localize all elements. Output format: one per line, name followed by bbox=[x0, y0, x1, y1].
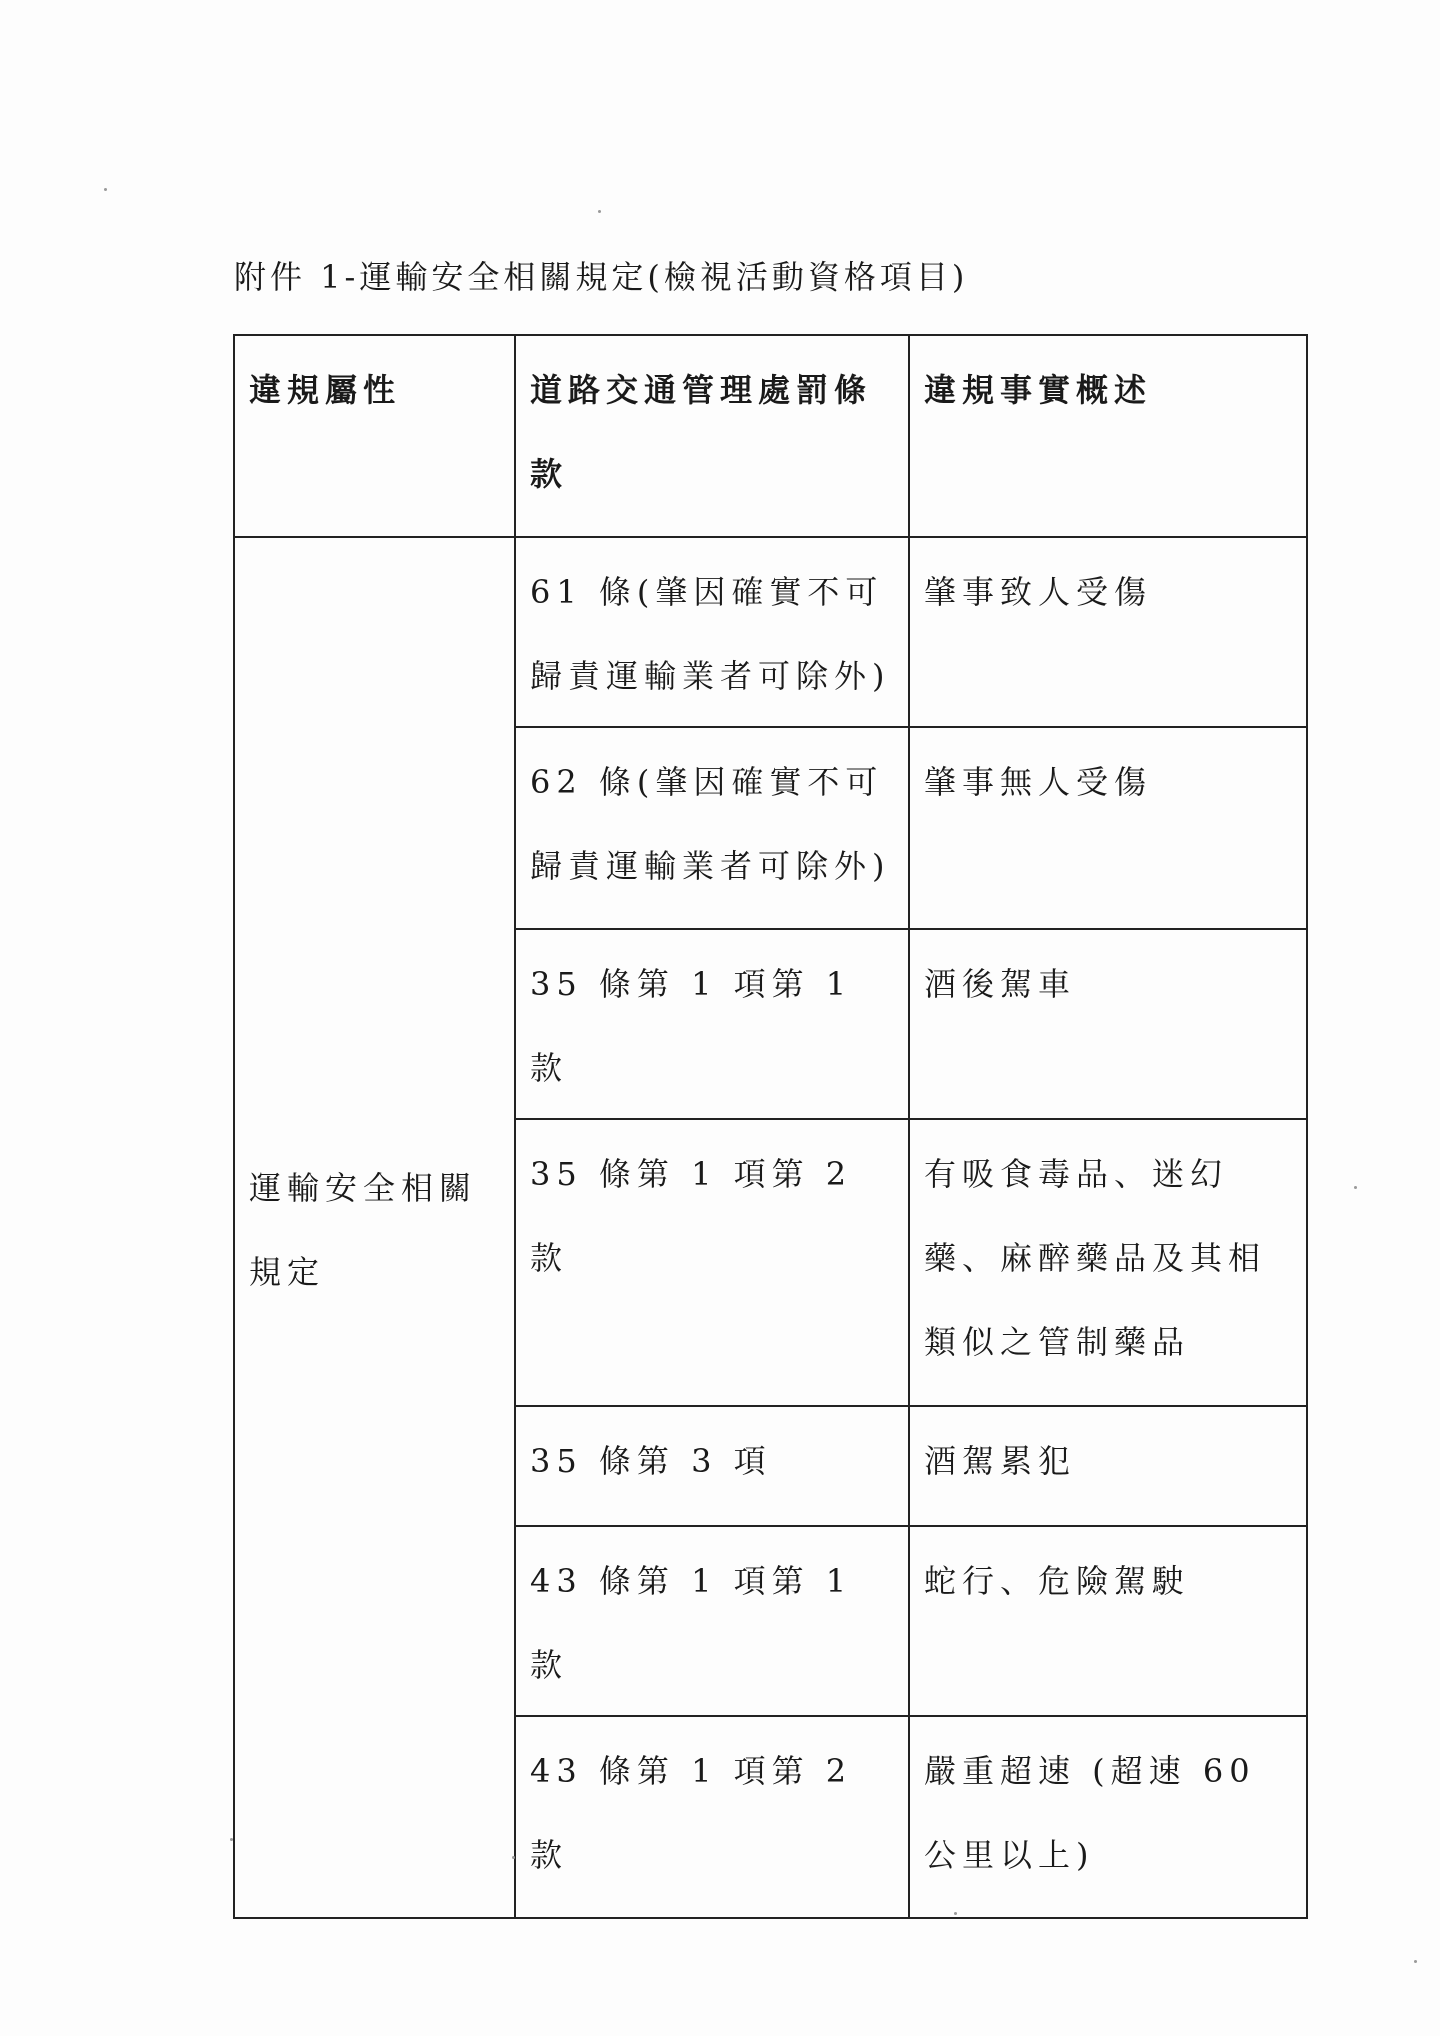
article-cell: 61 條(肇因確實不可歸責運輸業者可除外) bbox=[515, 537, 909, 727]
article-cell: 35 條第 3 項 bbox=[515, 1406, 909, 1526]
regulations-table bbox=[233, 334, 1308, 1919]
scan-speck bbox=[512, 1856, 515, 1859]
article-cell: 35 條第 1 項第 1 款 bbox=[515, 929, 909, 1119]
description-cell: 酒駕累犯 bbox=[909, 1406, 1307, 1526]
header-penalty-article: 道路交通管理處罰條款 bbox=[515, 335, 909, 537]
document-title: 附件 1-運輸安全相關規定(檢視活動資格項目) bbox=[234, 258, 969, 296]
header-violation-summary: 違規事實概述 bbox=[909, 335, 1307, 537]
header-violation-attribute: 違規屬性 bbox=[234, 335, 515, 537]
description-cell: 酒後駕車 bbox=[909, 929, 1307, 1119]
table-header-row bbox=[234, 335, 1307, 537]
scan-speck bbox=[598, 210, 601, 213]
article-cell: 62 條(肇因確實不可歸責運輸業者可除外) bbox=[515, 727, 909, 929]
article-cell: 43 條第 1 項第 2 款 bbox=[515, 1716, 909, 1918]
description-cell: 肇事無人受傷 bbox=[909, 727, 1307, 929]
article-cell: 35 條第 1 項第 2 款 bbox=[515, 1119, 909, 1406]
scan-speck bbox=[104, 188, 107, 191]
scan-speck bbox=[230, 1838, 233, 1841]
category-cell: 運輸安全相關規定 bbox=[234, 537, 515, 1918]
scan-speck bbox=[1414, 1960, 1417, 1963]
description-cell: 有吸食毒品、迷幻藥、麻醉藥品及其相類似之管制藥品 bbox=[909, 1119, 1307, 1406]
description-cell: 蛇行、危險駕駛 bbox=[909, 1526, 1307, 1716]
scan-speck bbox=[1354, 1186, 1357, 1189]
description-cell: 嚴重超速 (超速 60 公里以上) bbox=[909, 1716, 1307, 1918]
description-cell: 肇事致人受傷 bbox=[909, 537, 1307, 727]
article-cell: 43 條第 1 項第 1 款 bbox=[515, 1526, 909, 1716]
scan-speck bbox=[954, 1912, 957, 1915]
table-row bbox=[234, 537, 1307, 727]
